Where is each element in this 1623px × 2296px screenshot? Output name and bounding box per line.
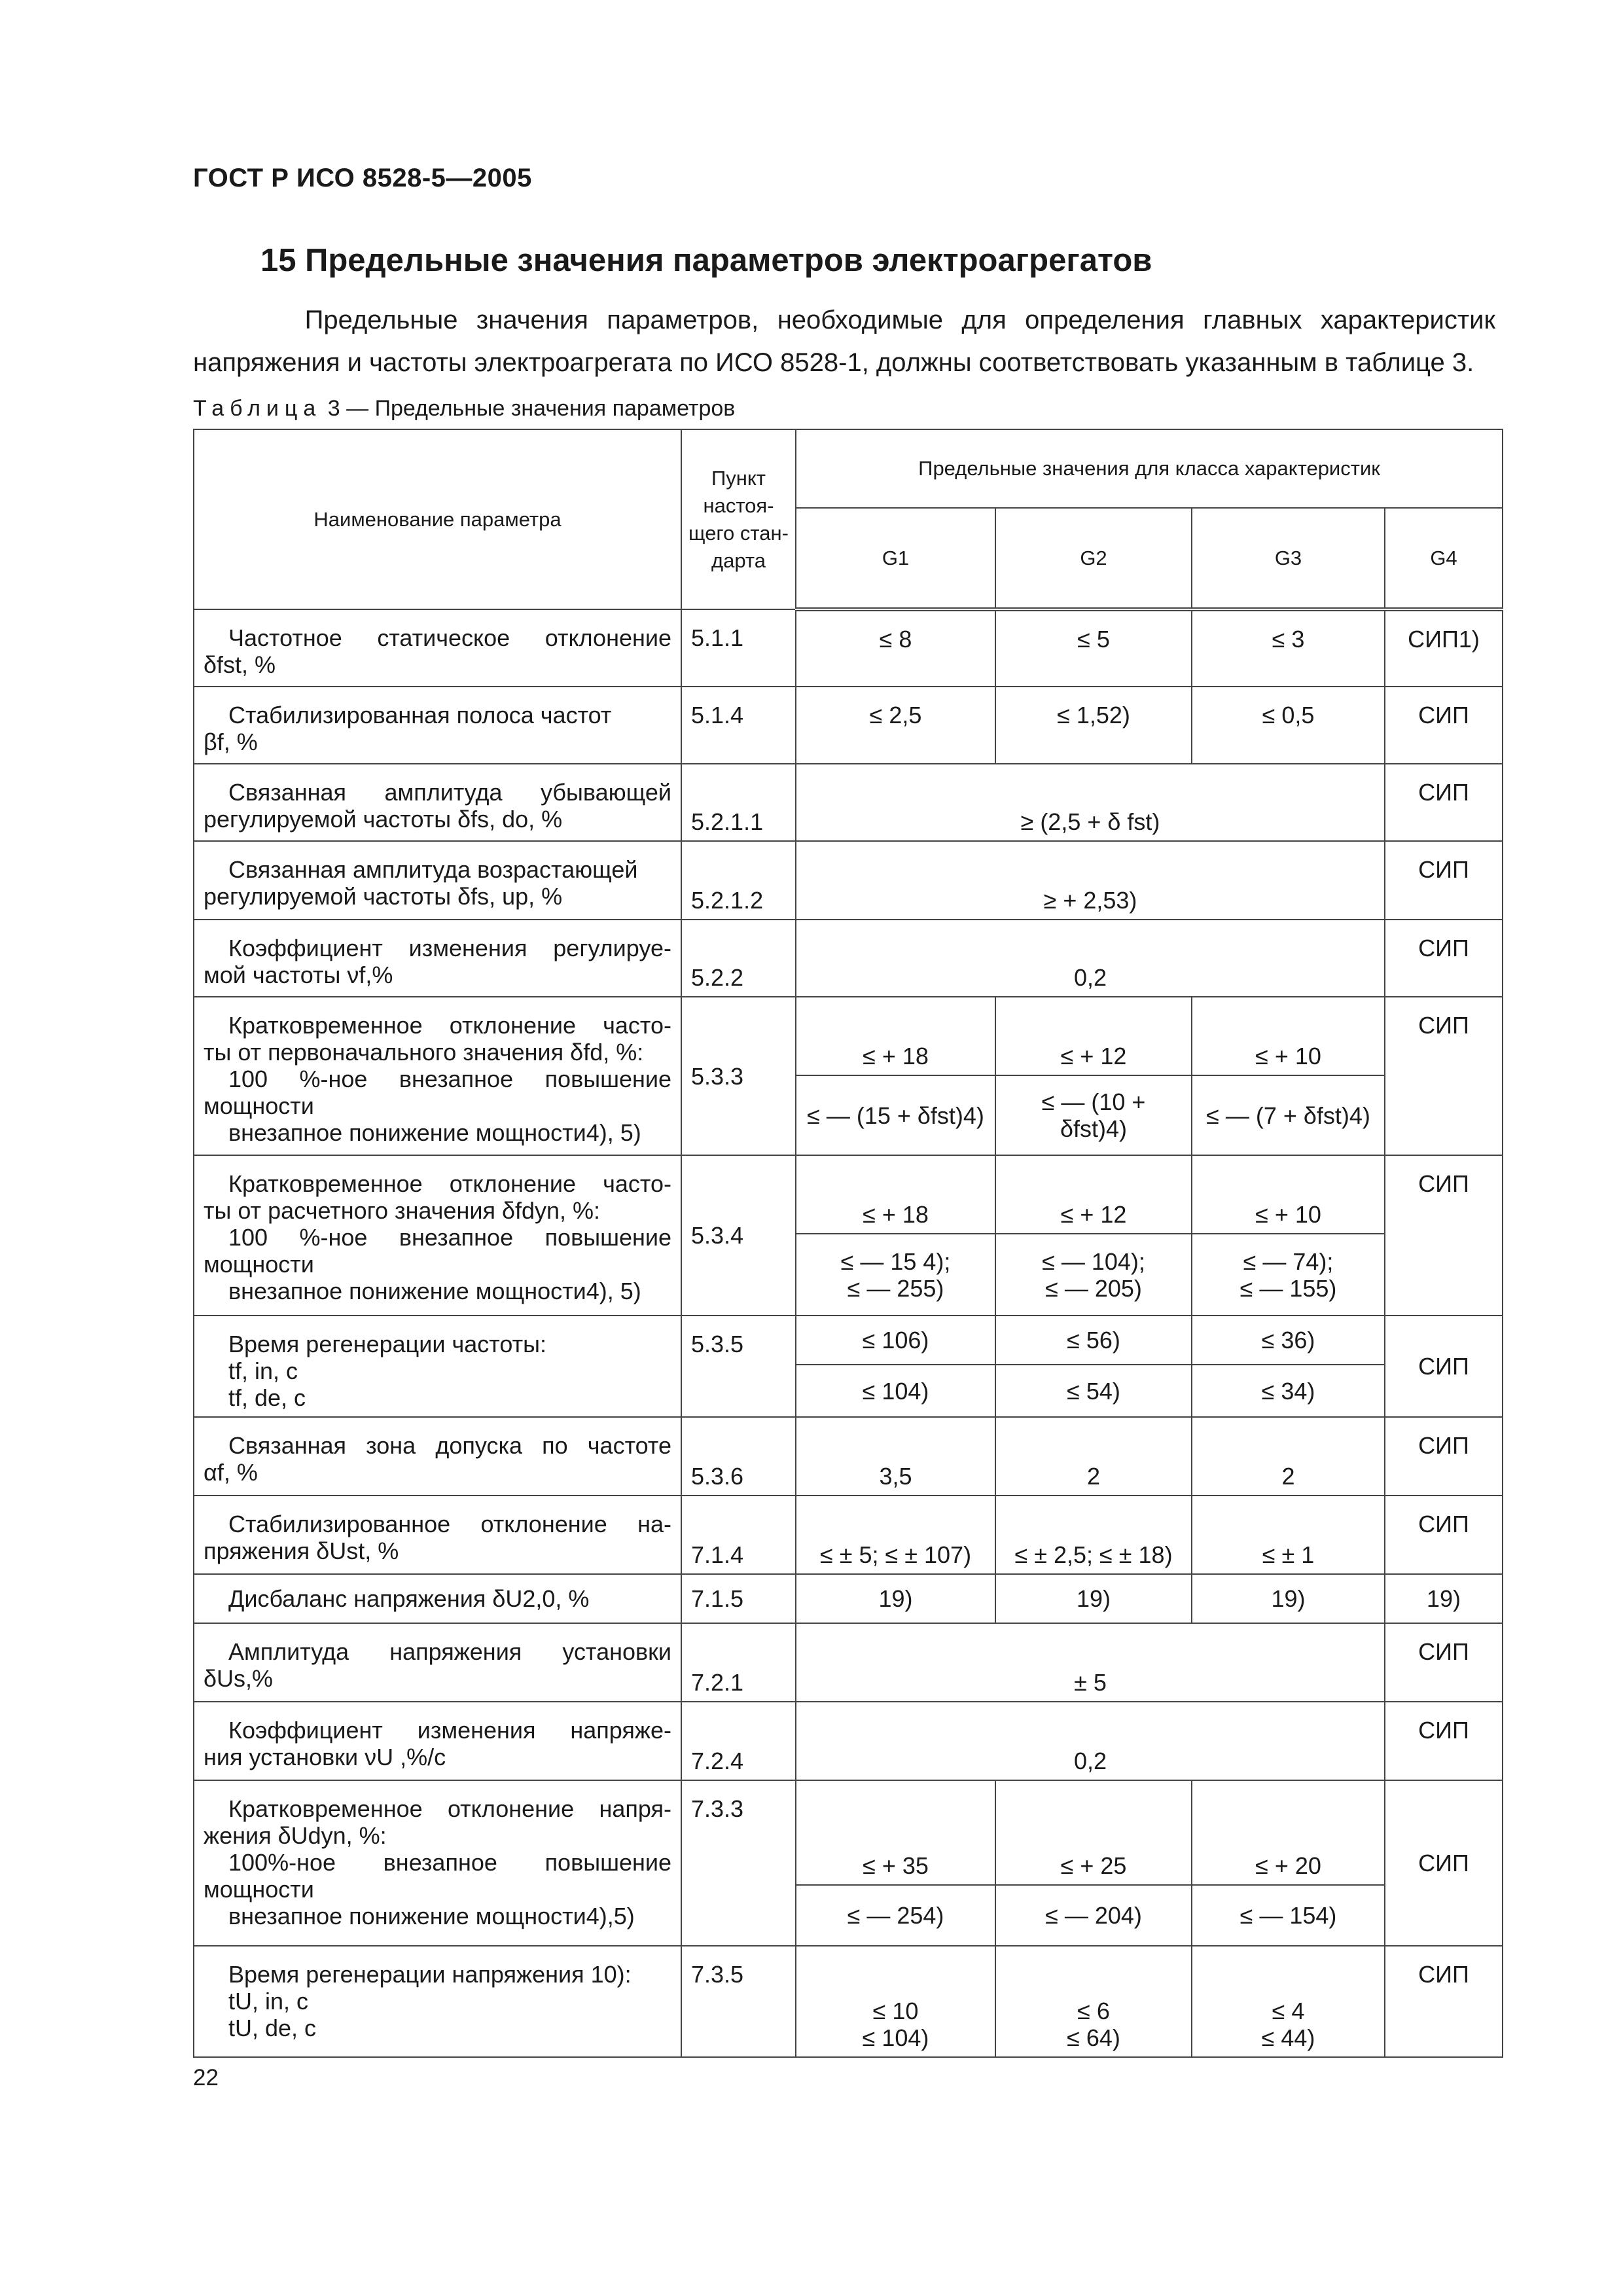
param-name [194,997,681,1155]
param-name-line: Амплитуда напряжения установки [228,1638,671,1665]
g1-cell: ≤ — 254) [796,1885,995,1946]
header-class-g3: G3 [1192,508,1385,609]
param-name [194,1780,681,1946]
merged-limit-cell: ≥ (2,5 + δ fst) [796,764,1385,841]
g4-cell: СИП1) [1385,609,1503,687]
g4-cell: СИП [1385,1623,1503,1702]
table-row [194,841,1503,920]
table-row [194,764,1503,841]
header-class-g1: G1 [796,508,995,609]
g3-cell: ≤ 36) [1192,1316,1385,1365]
g2-cell: ≤ + 12 [995,1155,1192,1234]
value-line: ≤ — 104); [1042,1247,1145,1275]
clause-cell: 5.2.2 [681,920,796,997]
param-name-line: Коэффициент изменения регулируе- [228,935,671,961]
merged-limit-cell: 0,2 [796,920,1385,997]
param-name [194,1623,681,1702]
param-name-line: tf, de, c [228,1384,306,1411]
merged-limit-cell: ± 5 [796,1623,1385,1702]
param-name-line: внезапное понижение мощности4), 5) [228,1278,641,1304]
g3-cell [1192,1234,1385,1316]
page-number: 22 [193,2065,219,2090]
g3-cell: ≤ 0,5 [1192,687,1385,764]
param-name [194,1417,681,1496]
header-parameter-name: Наименование параметра [194,429,681,609]
param-name [194,1316,681,1417]
table-row [194,1574,1503,1623]
g2-cell: ≤ — 204) [995,1885,1192,1946]
clause-cell: 5.2.1.1 [681,764,796,841]
intro-paragraph [193,299,1495,384]
g2-cell: ≤ 1,52) [995,687,1192,764]
clause-cell: 5.2.1.2 [681,841,796,920]
param-name [194,920,681,997]
g1-cell [796,1946,995,2057]
param-name-line: 100%-ное внезапное повышение [228,1849,671,1876]
g4-cell: СИП [1385,1946,1503,2057]
g4-cell: СИП [1385,841,1503,920]
param-name-line: ты от первоначального значения δfd, %: [204,1039,644,1066]
param-name-line: Частотное статическое отклонение [228,624,671,651]
g1-cell: 3,5 [796,1417,995,1496]
param-name-line: Кратковременное отклонение напря- [228,1795,671,1822]
param-name-line: регулируемой частоты δfs, up, % [204,883,563,910]
param-name-line: 100 %-ное внезапное повышение [228,1224,671,1251]
param-name [194,841,681,920]
value-line: ≤ — 155) [1240,1274,1337,1302]
g3-cell: ≤ — (7 + δfst)4) [1192,1075,1385,1155]
header-clause: Пункт настоя-щего стан-дарта [681,429,796,609]
g2-cell: 2 [995,1417,1192,1496]
param-name [194,764,681,841]
g4-cell: СИП [1385,1417,1503,1496]
param-name-line: Время регенерации частоты: [228,1331,546,1357]
g2-cell: ≤ + 12 [995,997,1192,1075]
param-name-line: tU, in, c [228,1988,309,2015]
param-name-line: αf, % [204,1459,258,1486]
g3-cell: ≤ + 20 [1192,1780,1385,1885]
value-line: ≤ — 15 4); [840,1247,951,1275]
param-name [194,1946,681,2057]
g3-cell: ≤ — 154) [1192,1885,1385,1946]
param-name-line: Стабилизированное отклонение на- [228,1511,671,1537]
g4-cell: СИП [1385,1702,1503,1780]
param-name-line: Связанная амплитуда убывающей [228,779,671,806]
value-line: ≤ 44) [1261,2024,1315,2051]
param-name-line: tf, in, c [228,1357,298,1384]
table-row [194,609,1503,687]
value-line: ≤ 104) [862,2024,929,2051]
clause-cell: 7.1.5 [681,1574,796,1623]
g1-cell: ≤ — (15 + δfst)4) [796,1075,995,1155]
g4-cell: СИП [1385,920,1503,997]
value-line: ≤ 6 [1077,1998,1110,2024]
g4-cell: СИП [1385,687,1503,764]
g1-cell: ≤ + 18 [796,997,995,1075]
param-name [194,1155,681,1316]
clause-cell: 5.3.3 [681,997,796,1155]
param-name-line: δfst, % [204,651,276,678]
clause-cell: 7.1.4 [681,1496,796,1574]
document-code: ГОСТ Р ИСО 8528-5—2005 [193,164,532,192]
param-name-line: 100 %-ное внезапное повышение [228,1066,671,1092]
clause-cell: 7.3.5 [681,1946,796,2057]
g3-cell: 19) [1192,1574,1385,1623]
param-name: Дисбаланс напряжения δU2,0, % [194,1574,681,1623]
clause-cell: 7.2.1 [681,1623,796,1702]
header-limits: Предельные значения для класса характеристик [796,429,1503,508]
value-line: ≤ 10 [872,1998,919,2024]
g4-cell: СИП [1385,1496,1503,1574]
param-name-line: δUs,% [204,1665,274,1692]
g4-cell: СИП [1385,1780,1503,1946]
g2-cell: ≤ 56) [995,1316,1192,1365]
table-caption-label: Таблица [193,396,322,421]
header-row-1 [194,429,1503,508]
g1-cell: ≤ + 35 [796,1780,995,1885]
g2-cell: 19) [995,1574,1192,1623]
clause-cell: 5.1.4 [681,687,796,764]
param-name-line: Стабилизированная полоса частот [228,702,612,728]
clause-cell: 5.3.6 [681,1417,796,1496]
header-class-g2: G2 [995,508,1192,609]
table-row [194,997,1503,1075]
clause-cell: 5.1.1 [681,609,796,687]
g1-cell [796,1234,995,1316]
table-caption [193,396,735,422]
param-name-line: tU, de, c [228,2015,317,2041]
g3-cell: ≤ + 10 [1192,1155,1385,1234]
value-line: ≤ 64) [1067,2024,1120,2051]
g1-cell: ≤ 8 [796,609,995,687]
param-name-line: ния установки νU ,%/с [204,1744,446,1770]
g3-cell: 2 [1192,1417,1385,1496]
value-line: ≤ — 205) [1045,1274,1142,1302]
g4-cell: СИП [1385,1316,1503,1417]
param-name-line: жения δUdyn, %: [204,1822,387,1849]
g2-cell: ≤ 5 [995,609,1192,687]
table-row [194,1417,1503,1496]
param-name-line: Коэффициент изменения напряже- [228,1717,671,1744]
value-line: ≤ — 255) [847,1274,944,1302]
g2-cell: ≤ + 25 [995,1780,1192,1885]
param-name-line: Связанная зона допуска по частоте [228,1432,671,1459]
g2-cell: ≤ 54) [995,1365,1192,1417]
g3-cell: ≤ 34) [1192,1365,1385,1417]
param-name-line: Кратковременное отклонение часто- [228,1012,671,1039]
intro-text: Предельные значения параметров, необходимые для определения главных характеристик напряжения и частоты электроагрегата по ИСО 8528-1, должны соответствовать указанным в таблице 3. [193,306,1495,377]
g1-cell: ≤ 2,5 [796,687,995,764]
limits-table [193,429,1503,2058]
g3-cell: ≤ ± 1 [1192,1496,1385,1574]
param-name-line: регулируемой частоты δfs, do, % [204,806,563,833]
g2-cell [995,1234,1192,1316]
g2-cell: ≤ — (10 + δfst)4) [995,1075,1192,1155]
g4-cell: СИП [1385,1155,1503,1316]
param-name-line: βf, % [204,728,258,755]
g1-cell: ≤ ± 5; ≤ ± 107) [796,1496,995,1574]
table-row [194,1623,1503,1702]
merged-limit-cell: ≥ + 2,53) [796,841,1385,920]
g1-cell: ≤ 104) [796,1365,995,1417]
g3-cell [1192,1946,1385,2057]
param-name [194,687,681,764]
clause-cell: 7.3.3 [681,1780,796,1946]
g1-cell: ≤ + 18 [796,1155,995,1234]
table-caption-text: 3 — Предельные значения параметров [327,396,736,421]
g4-cell: СИП [1385,997,1503,1155]
param-name [194,1702,681,1780]
param-name-line: мощности [204,1092,314,1119]
param-name-line: Кратковременное отклонение часто- [228,1170,671,1197]
param-name [194,609,681,687]
table-row [194,1780,1503,1885]
clause-cell: 7.2.4 [681,1702,796,1780]
value-line: ≤ 4 [1272,1998,1305,2024]
table-row [194,1496,1503,1574]
table-row [194,920,1503,997]
merged-limit-cell: 0,2 [796,1702,1385,1780]
section-title: 15 Предельные значения параметров электроагрегатов [260,243,1152,278]
param-name-line: внезапное понижение мощности4),5) [228,1903,635,1929]
g3-cell: ≤ 3 [1192,609,1385,687]
clause-cell: 5.3.4 [681,1155,796,1316]
param-name-line: мощности [204,1876,314,1903]
table-row [194,1155,1503,1234]
header-class-g4: G4 [1385,508,1503,609]
table-row [194,687,1503,764]
param-name-line: Время регенерации напряжения 10): [228,1961,632,1988]
value-line: ≤ — 74); [1243,1247,1334,1275]
param-name-line: мощности [204,1251,314,1278]
param-name-line: ты от расчетного значения δfdyn, %: [204,1197,601,1224]
g4-cell: СИП [1385,764,1503,841]
clause-cell: 5.3.5 [681,1316,796,1417]
param-name-line: мой частоты νf,% [204,961,393,988]
g4-cell: 19) [1385,1574,1503,1623]
param-name-line: пряжения δUst, % [204,1537,399,1564]
param-name [194,1496,681,1574]
g3-cell: ≤ + 10 [1192,997,1385,1075]
table-row [194,1316,1503,1365]
param-name-line: внезапное понижение мощности4), 5) [228,1119,641,1146]
g1-cell: ≤ 106) [796,1316,995,1365]
g2-cell: ≤ ± 2,5; ≤ ± 18) [995,1496,1192,1574]
param-name-line: Связанная амплитуда возрастающей [228,856,638,883]
g2-cell [995,1946,1192,2057]
table-row [194,1702,1503,1780]
g1-cell: 19) [796,1574,995,1623]
table-row [194,1946,1503,2057]
